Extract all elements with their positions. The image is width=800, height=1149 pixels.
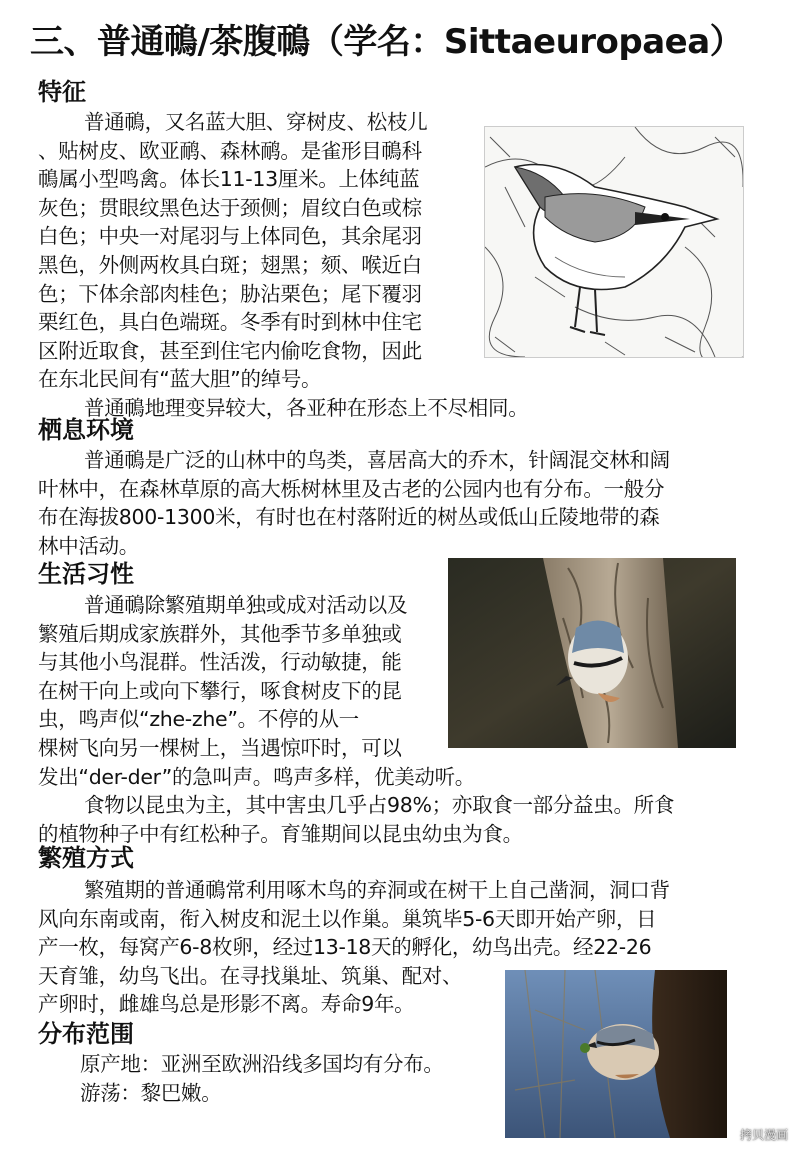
distribution-origin: 原产地：亚洲至欧洲沿线多国均有分布。 [80, 1052, 444, 1076]
distribution-vagrant: 游荡：黎巴嫩。 [80, 1080, 222, 1105]
breeding-line: 风向东南或南，衔入树皮和泥土以作巢。巢筑毕5-6天即开始产卵，日 [38, 906, 657, 931]
page-title: 三、普通鳾/茶腹鳾（学名：Sittaeuropaea） [30, 22, 744, 62]
habits-food-line: 的植物种子中有红松种子。育雏期间以昆虫幼虫为食。 [38, 821, 523, 846]
nuthatch-sketch-image [484, 126, 744, 358]
habitat-body [38, 446, 670, 560]
breeding-line: 产一枚，每窝产6-8枚卵，经过13-18天的孵化，幼鸟出壳。经22-26 [38, 935, 652, 960]
habits-line: 发出“der-der”的急叫声。鸣声多样，优美动听。 [38, 764, 475, 789]
features-line: 灰色；贯眼纹黑色达于颈侧；眉纹白色或棕 [38, 195, 422, 220]
features-line: 普通鳾，又名蓝大胆、穿树皮、松枝儿 [84, 110, 428, 134]
distribution-body [80, 1050, 444, 1107]
habitat-line: 林中活动。 [38, 533, 139, 558]
habits-line: 棵树飞向另一棵树上，当遇惊吓时，可以 [38, 735, 402, 760]
habits-line: 普通鳾除繁殖期单独或成对活动以及 [84, 593, 408, 617]
habitat-heading: 栖息环境 [38, 416, 134, 444]
breeding-heading: 繁殖方式 [38, 844, 134, 872]
features-body [38, 108, 528, 423]
features-line: 区附近取食，甚至到住宅内偷吃食物，因此 [38, 338, 422, 363]
habitat-line: 叶林中，在森林草原的高大栎树林里及古老的公园内也有分布。一般分 [38, 476, 665, 501]
habitat-line: 布在海拔800-1300米，有时也在村落附近的树丛或低山丘陵地带的森 [38, 505, 660, 530]
distribution-heading: 分布范围 [38, 1020, 134, 1048]
breeding-line: 产卵时，雌雄鸟总是形影不离。寿命9年。 [38, 992, 415, 1017]
features-line: 在东北民间有“蓝大胆”的绰号。 [38, 367, 322, 392]
features-extra: 普通鳾地理变异较大，各亚种在形态上不尽相同。 [84, 395, 529, 420]
watermark: 拷贝漫画 [739, 1128, 788, 1142]
features-line: 、贴树皮、欧亚鸸、森林鸸。是雀形目鳾科 [38, 138, 422, 163]
habits-line: 与其他小鸟混群。性活泼，行动敏捷，能 [38, 650, 402, 675]
features-line: 栗红色，具白色端斑。冬季有时到林中住宅 [38, 310, 422, 335]
habitat-line: 普通鳾是广泛的山林中的鸟类，喜居高大的乔木，针阔混交林和阔 [84, 448, 670, 472]
features-line: 白色；中央一对尾羽与上体同色，其余尾羽 [38, 224, 422, 249]
habits-line: 虫，鸣声似“zhe-zhe”。不停的从一 [38, 707, 359, 732]
breeding-line: 天育雏，幼鸟飞出。在寻找巢址、筑巢、配对、 [38, 963, 463, 988]
features-heading: 特征 [38, 78, 86, 106]
nuthatch-feeding-photo [505, 970, 727, 1138]
features-line: 黑色，外侧两枚具白斑；翅黑；颏、喉近白 [38, 252, 422, 277]
habits-line: 繁殖后期成家族群外，其他季节多单独或 [38, 621, 402, 646]
nuthatch-trunk-photo [448, 558, 736, 748]
features-line: 色；下体余部肉桂色；胁沾栗色；尾下覆羽 [38, 281, 422, 306]
habits-food-line: 食物以昆虫为主，其中害虫几乎占98%；亦取食一部分益虫。所食 [84, 793, 675, 818]
features-line: 鳾属小型鸣禽。体长11-13厘米。上体纯蓝 [38, 167, 420, 192]
habits-heading: 生活习性 [38, 560, 134, 588]
habits-line: 在树干向上或向下攀行，啄食树皮下的昆 [38, 678, 402, 703]
breeding-line: 繁殖期的普通鳾常利用啄木鸟的弃洞或在树干上自己凿洞，洞口背 [84, 878, 670, 902]
